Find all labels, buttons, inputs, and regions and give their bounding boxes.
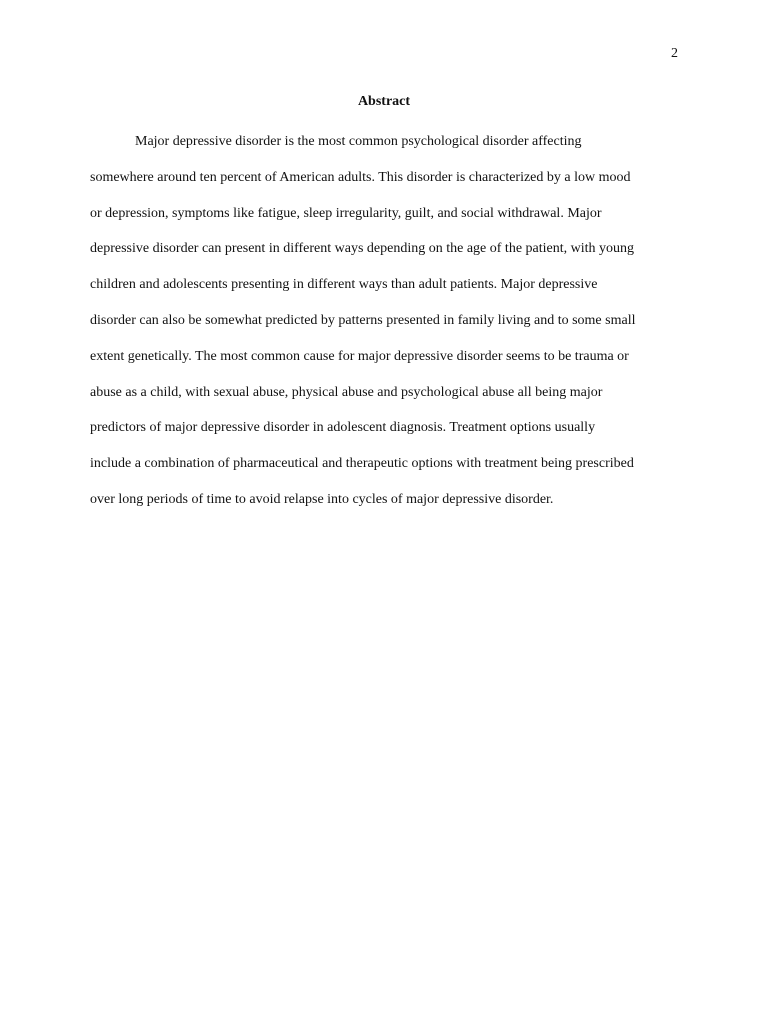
- paragraph-line: depressive disorder can present in different ways depending on the age of the patient, with young: [90, 241, 635, 257]
- paragraph-line: abuse as a child, with sexual abuse, physical abuse and psychological abuse all being major: [90, 384, 603, 400]
- paragraph-line: include a combination of pharmaceutical and therapeutic options with treatment being prescribed: [90, 456, 634, 472]
- paragraph-line: children and adolescents presenting in different ways than adult patients. Major depressive: [90, 277, 598, 293]
- paragraph-line: Major depressive disorder is the most common psychological disorder affecting: [135, 134, 582, 149]
- paragraph-line: predictors of major depressive disorder in adolescent diagnosis. Treatment options usually: [90, 420, 596, 436]
- abstract-title: Abstract: [357, 94, 411, 109]
- paragraph-line: disorder can also be somewhat predicted by patterns presented in family living and to some small: [90, 312, 636, 328]
- paragraph-line: somewhere around ten percent of American adults. This disorder is characterized by a low mood: [90, 169, 631, 185]
- paragraph-line: or depression, symptoms like fatigue, sleep irregularity, guilt, and social withdrawal. Major: [90, 205, 602, 221]
- page-number: 2: [671, 46, 678, 61]
- abstract-paragraph: [90, 124, 678, 518]
- paragraph-line: over long periods of time to avoid relapse into cycles of major depressive disorder.: [90, 491, 554, 507]
- paragraph-line: extent genetically. The most common cause for major depressive disorder seems to be trauma or: [90, 348, 629, 364]
